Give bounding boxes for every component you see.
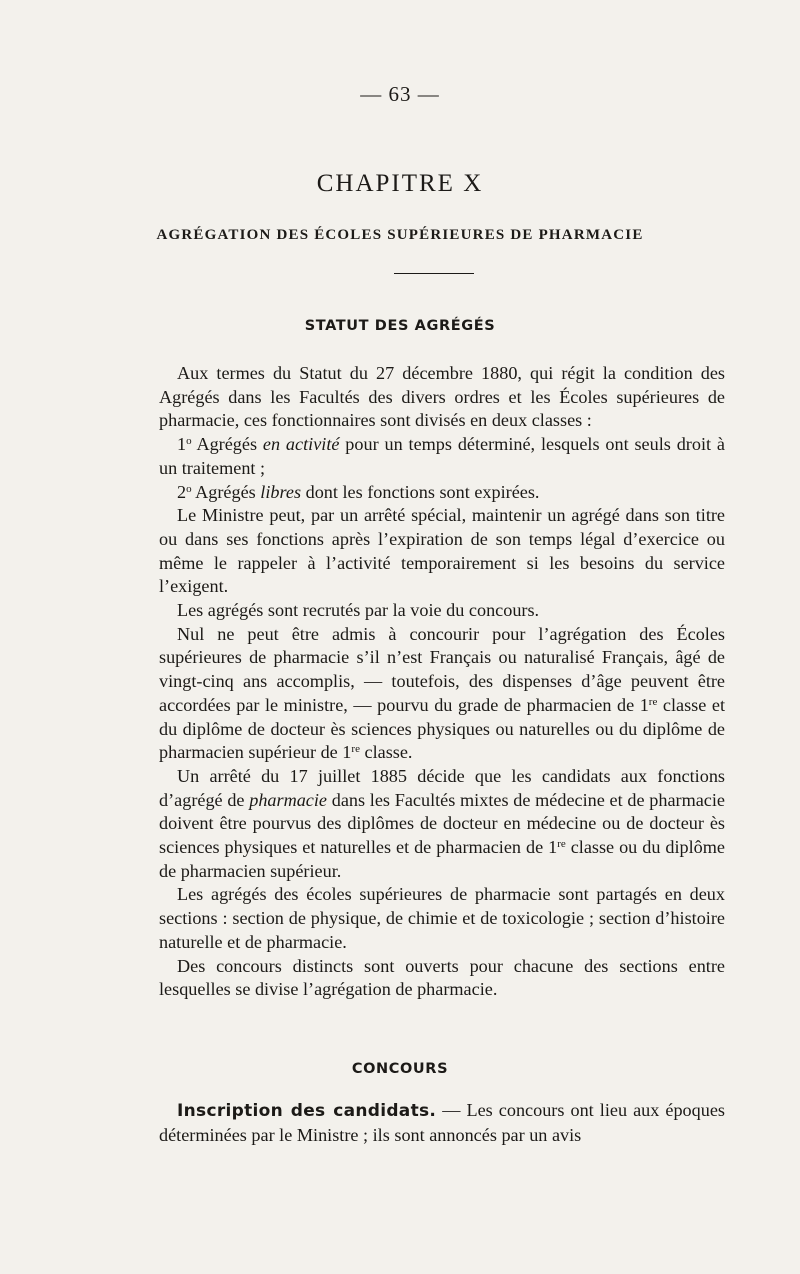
paragraph-text: classe ou du diplôme de pharmacien supérieur. — [159, 837, 725, 881]
paragraph-text: dont les fonctions sont expirées. — [301, 481, 540, 502]
paragraph-text: Aux termes du Statut du 27 décembre 1880, qui régit la condition des Agrégés dans les Facultés des divers ordres et les Écoles supérieures de pharmacie, ces fonctionnaires sont divisés en deux classes : — [159, 363, 725, 431]
paragraph — [159, 883, 725, 954]
section-heading-statut: STATUT DES AGRÉGÉS — [304, 318, 496, 334]
emphasis-text: pharmacie — [249, 789, 328, 810]
paragraph — [159, 623, 725, 765]
emphasis-text: en activité — [262, 434, 340, 455]
paragraph-text: Un arrêté du 17 juillet 1885 décide que les candidats aux fonctions d’agrégé de — [159, 765, 725, 810]
paragraph-text: Les agrégés des écoles supérieures de pharmacie sont partagés en deux sections : section de physique, de chimie et de toxicologie ; section d’histoire naturelle et de pharmacie. — [159, 884, 725, 952]
paragraph-text: Agrégés — [191, 481, 261, 502]
paragraph-lead-in: Inscription des candidats. — [177, 1101, 437, 1121]
degree-mark: o — [186, 482, 192, 495]
ordinal-suffix: re — [351, 743, 360, 756]
paragraph-text: Les agrégés sont recrutés par la voie du concours. — [177, 600, 540, 621]
paragraph — [159, 765, 725, 884]
paragraph-text: Agrégés — [191, 434, 263, 455]
degree-mark: o — [186, 435, 192, 448]
paragraph — [159, 481, 725, 505]
paragraph — [159, 433, 725, 480]
paragraph — [159, 362, 725, 433]
chapter-title: CHAPITRE X — [316, 170, 484, 197]
paragraph-text: Des concours distincts sont ouverts pour chacune des sections entre lesquelles se divise l’agrégation de pharmacie. — [159, 955, 725, 1000]
paragraph — [159, 1099, 725, 1147]
paragraph-text: Le Ministre peut, par un arrêté spécial, maintenir un agrégé dans son titre ou dans ses fonctions après l’expiration de son temps légal d’exercice ou même le rappeler à l’activité temporairement si les besoins du service l’exigent. — [159, 505, 725, 597]
paragraph-text: pour un temps déterminé, lesquels ont seuls droit à un traitement ; — [159, 434, 725, 478]
decorative-rule — [394, 273, 474, 274]
paragraph-text: classe. — [359, 742, 413, 763]
paragraph — [159, 504, 725, 599]
section-heading-concours: CONCOURS — [351, 1061, 449, 1077]
ordinal-suffix: re — [648, 695, 658, 708]
section-body-concours — [159, 1099, 725, 1147]
page-number: — 63 — — [360, 82, 440, 106]
paragraph-text: dans les Facultés mixtes de médecine et de pharmacie doivent être pourvus des diplômes de docteur en médecine ou de docteur ès sciences physiques et naturelles et de pharmacien de 1 — [159, 789, 725, 858]
paragraph-text: Nul ne peut être admis à concourir pour l’agrégation des Écoles supérieures de pharmacie s’il n’est Français ou naturalisé Français, âgé de vingt-cinq ans accomplis, — toutefois, des dispenses d’âge peuvent être accordées par le ministre, — pourvu du grade de pharmacien de 1 — [159, 623, 725, 715]
paragraph-text: classe et du diplôme de docteur ès sciences physiques ou naturelles ou du diplôme de pharmacien supérieur de 1 — [159, 694, 725, 763]
paragraph — [159, 955, 725, 1002]
ordinal-suffix: re — [557, 838, 566, 851]
section-body-statut — [159, 362, 725, 1002]
list-number: 2 — [177, 481, 187, 502]
list-number: 1 — [177, 434, 187, 455]
chapter-subtitle: AGRÉGATION DES ÉCOLES SUPÉRIEURES DE PHARMACIE — [156, 227, 644, 243]
emphasis-text: libres — [260, 481, 302, 502]
paragraph-text: — Les concours ont lieu aux époques déterminées par le Ministre ; ils sont annoncés par un avis — [159, 1100, 725, 1145]
paragraph — [159, 599, 725, 623]
